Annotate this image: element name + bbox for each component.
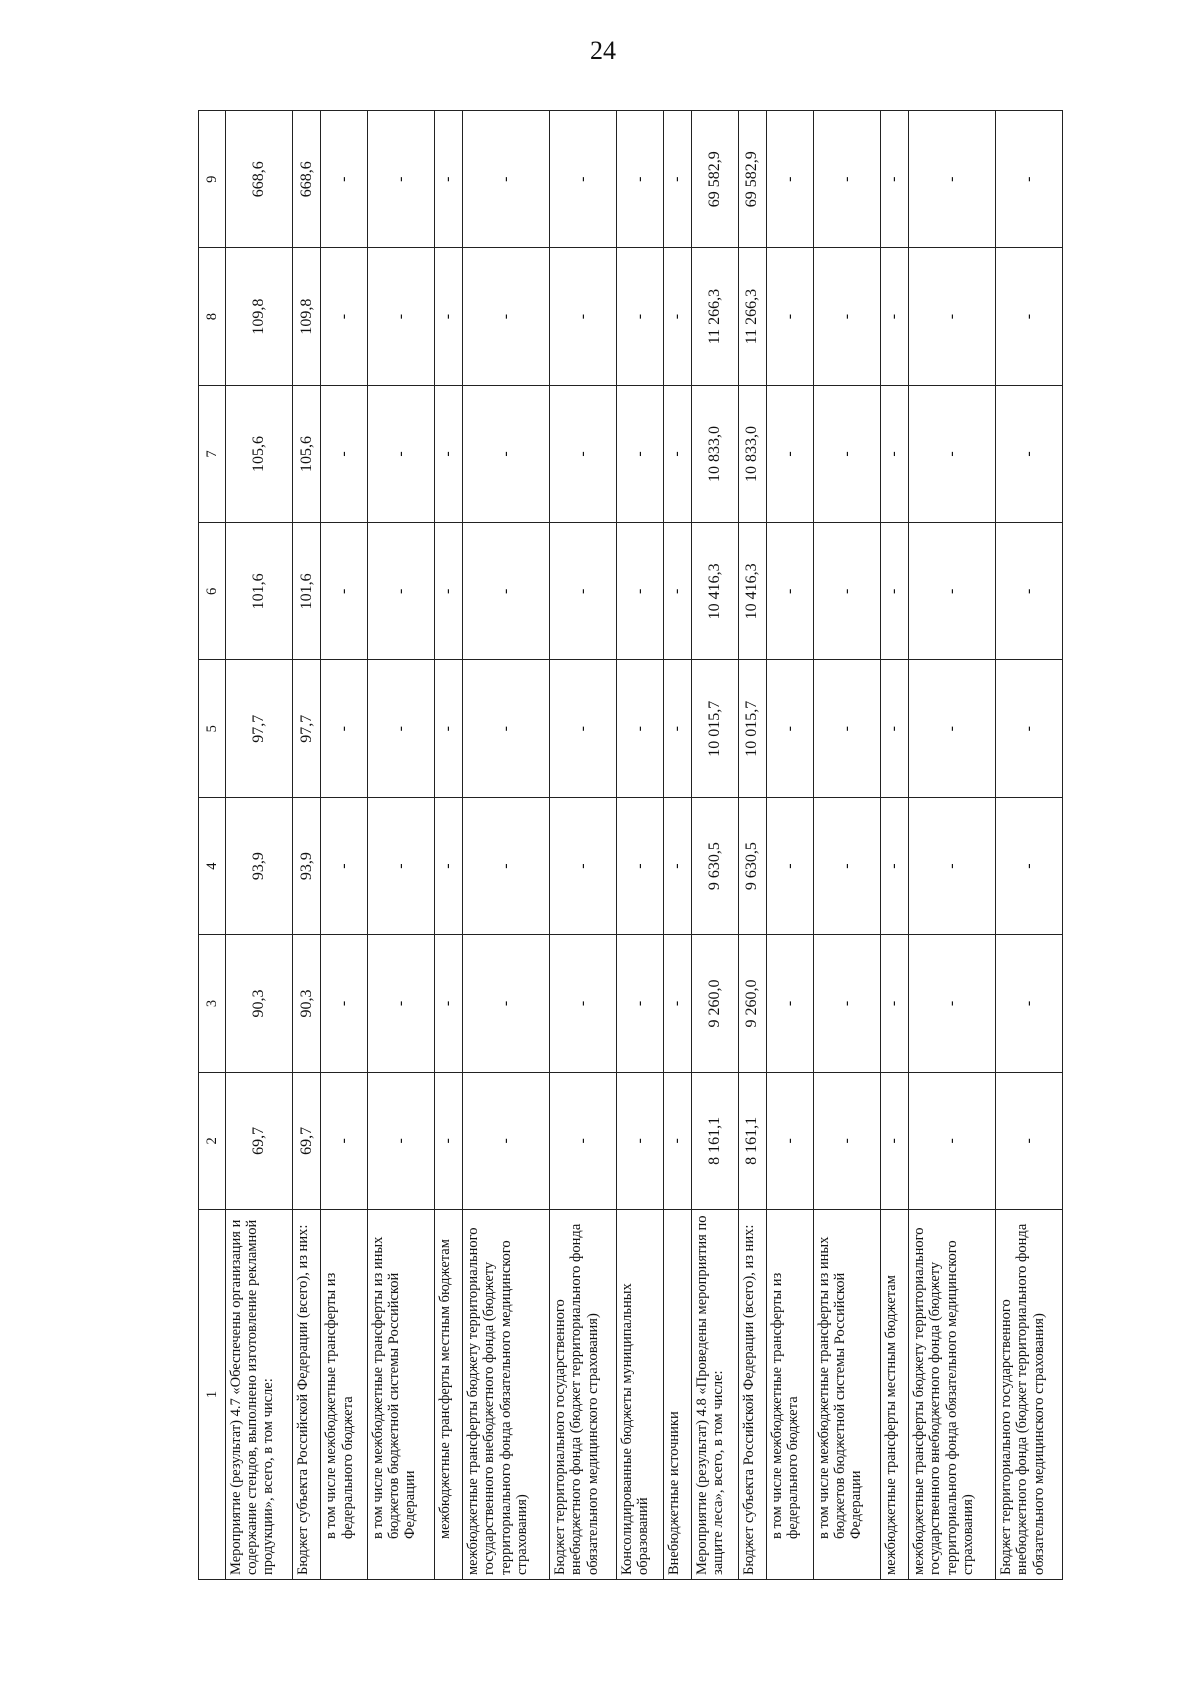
value-cell: 10 416,3 <box>738 523 766 660</box>
value-cell: - <box>996 935 1063 1072</box>
value-cell: - <box>767 111 814 248</box>
value-cell: 10 833,0 <box>692 385 739 522</box>
table-row <box>226 111 293 1580</box>
table-row <box>813 111 880 1580</box>
page-number: 24 <box>590 36 616 65</box>
value-cell: - <box>767 935 814 1072</box>
value-cell: - <box>321 1072 368 1209</box>
value-cell: - <box>616 660 663 797</box>
table-row <box>550 111 617 1580</box>
row-label: в том числе межбюджетные трансферты из иных бюджетов бюджетной системы Российской Федерации <box>367 1210 434 1580</box>
value-cell: - <box>880 385 908 522</box>
value-cell: - <box>909 797 996 934</box>
value-cell: - <box>767 660 814 797</box>
value-cell: - <box>880 1072 908 1209</box>
value-cell: - <box>813 935 880 1072</box>
value-cell: - <box>663 248 691 385</box>
value-cell: - <box>434 660 462 797</box>
table-row <box>996 111 1063 1580</box>
value-cell: - <box>880 523 908 660</box>
value-cell: - <box>367 797 434 934</box>
value-cell: 105,6 <box>226 385 293 522</box>
value-cell: - <box>463 797 550 934</box>
column-header: 7 <box>199 385 226 522</box>
value-cell: 90,3 <box>292 935 320 1072</box>
table-row <box>663 111 691 1580</box>
row-label: Мероприятие (результат) 4.7 «Обеспечены организация и содержание стендов, выполнено изготовление рекламной продукции», всего, в том числе: <box>226 1210 293 1580</box>
table-row <box>738 111 766 1580</box>
column-header: 4 <box>199 797 226 934</box>
value-cell: - <box>367 111 434 248</box>
value-cell: - <box>367 1072 434 1209</box>
table-row <box>767 111 814 1580</box>
value-cell: - <box>434 1072 462 1209</box>
value-cell: 9 630,5 <box>738 797 766 934</box>
value-cell: - <box>616 248 663 385</box>
row-label: Внебюджетные источники <box>663 1210 691 1580</box>
row-label: Консолидированные бюджеты муниципальных образований <box>616 1210 663 1580</box>
value-cell: - <box>663 523 691 660</box>
value-cell: - <box>321 111 368 248</box>
value-cell: - <box>321 797 368 934</box>
value-cell: - <box>996 797 1063 934</box>
value-cell: - <box>663 385 691 522</box>
table-row <box>434 111 462 1580</box>
value-cell: 11 266,3 <box>738 248 766 385</box>
value-cell: 9 630,5 <box>692 797 739 934</box>
value-cell: - <box>463 935 550 1072</box>
value-cell: - <box>616 797 663 934</box>
value-cell: 90,3 <box>226 935 293 1072</box>
value-cell: 11 266,3 <box>692 248 739 385</box>
value-cell: 69,7 <box>292 1072 320 1209</box>
table-row <box>292 111 320 1580</box>
value-cell: - <box>909 111 996 248</box>
row-label: в том числе межбюджетные трансферты из иных бюджетов бюджетной системы Российской Федерации <box>813 1210 880 1580</box>
rotated-table-container <box>198 110 1063 1580</box>
table-row <box>463 111 550 1580</box>
value-cell: - <box>880 935 908 1072</box>
value-cell: - <box>663 797 691 934</box>
value-cell: - <box>813 660 880 797</box>
value-cell: - <box>321 523 368 660</box>
value-cell: - <box>767 523 814 660</box>
value-cell: - <box>909 1072 996 1209</box>
column-header: 3 <box>199 935 226 1072</box>
value-cell: - <box>321 248 368 385</box>
value-cell: - <box>663 111 691 248</box>
value-cell: - <box>463 660 550 797</box>
value-cell: - <box>367 935 434 1072</box>
value-cell: - <box>463 523 550 660</box>
value-cell: 8 161,1 <box>738 1072 766 1209</box>
row-label: Мероприятие (результат) 4.8 «Проведены мероприятия по защите леса», всего, в том числе: <box>692 1210 739 1580</box>
value-cell: - <box>663 660 691 797</box>
value-cell: - <box>550 1072 617 1209</box>
value-cell: - <box>813 385 880 522</box>
value-cell: - <box>550 660 617 797</box>
value-cell: 9 260,0 <box>738 935 766 1072</box>
value-cell: - <box>996 248 1063 385</box>
value-cell: - <box>663 1072 691 1209</box>
value-cell: - <box>663 935 691 1072</box>
value-cell: 97,7 <box>292 660 320 797</box>
column-header: 6 <box>199 523 226 660</box>
value-cell: - <box>616 385 663 522</box>
value-cell: 109,8 <box>226 248 293 385</box>
column-header: 5 <box>199 660 226 797</box>
row-label: Бюджет территориального государственного внебюджетного фонда (бюджет территориального фонда обязательного медицинского страхования) <box>550 1210 617 1580</box>
value-cell: - <box>996 385 1063 522</box>
value-cell: - <box>434 797 462 934</box>
row-label: Бюджет территориального государственного внебюджетного фонда (бюджет территориального фонда обязательного медицинского страхования) <box>996 1210 1063 1580</box>
value-cell: - <box>550 523 617 660</box>
value-cell: - <box>550 111 617 248</box>
value-cell: - <box>367 248 434 385</box>
value-cell: - <box>909 935 996 1072</box>
value-cell: - <box>463 248 550 385</box>
value-cell: - <box>550 935 617 1072</box>
value-cell: 10 015,7 <box>692 660 739 797</box>
table-row <box>367 111 434 1580</box>
value-cell: - <box>813 797 880 934</box>
value-cell: - <box>880 248 908 385</box>
row-label: межбюджетные трансферты местным бюджетам <box>434 1210 462 1580</box>
value-cell: 668,6 <box>226 111 293 248</box>
value-cell: - <box>463 1072 550 1209</box>
value-cell: - <box>434 385 462 522</box>
value-cell: 105,6 <box>292 385 320 522</box>
value-cell: - <box>616 111 663 248</box>
value-cell: - <box>767 248 814 385</box>
value-cell: - <box>880 111 908 248</box>
table-body <box>226 111 1063 1580</box>
table-row <box>616 111 663 1580</box>
value-cell: - <box>434 111 462 248</box>
column-header: 8 <box>199 248 226 385</box>
value-cell: - <box>767 1072 814 1209</box>
value-cell: - <box>434 935 462 1072</box>
value-cell: - <box>321 935 368 1072</box>
value-cell: - <box>996 111 1063 248</box>
row-label: межбюджетные трансферты бюджету территориального государственного внебюджетного фонда (бюджету территориального фонда обязательного медицинского страхования) <box>463 1210 550 1580</box>
value-cell: - <box>909 523 996 660</box>
value-cell: - <box>550 248 617 385</box>
header-row <box>199 111 226 1580</box>
table-row <box>909 111 996 1580</box>
value-cell: 668,6 <box>292 111 320 248</box>
value-cell: - <box>550 797 617 934</box>
value-cell: 93,9 <box>226 797 293 934</box>
row-label: межбюджетные трансферты местным бюджетам <box>880 1210 908 1580</box>
row-label: в том числе межбюджетные трансферты из федерального бюджета <box>321 1210 368 1580</box>
value-cell: - <box>616 935 663 1072</box>
value-cell: - <box>434 523 462 660</box>
table-row <box>880 111 908 1580</box>
budget-table <box>198 110 1063 1580</box>
value-cell: 109,8 <box>292 248 320 385</box>
value-cell: 93,9 <box>292 797 320 934</box>
value-cell: - <box>909 660 996 797</box>
value-cell: - <box>767 797 814 934</box>
column-header: 1 <box>199 1210 226 1580</box>
table-row <box>692 111 739 1580</box>
value-cell: 97,7 <box>226 660 293 797</box>
value-cell: - <box>996 1072 1063 1209</box>
column-header: 9 <box>199 111 226 248</box>
value-cell: 69 582,9 <box>738 111 766 248</box>
value-cell: - <box>813 1072 880 1209</box>
value-cell: - <box>367 385 434 522</box>
value-cell: - <box>434 248 462 385</box>
column-header: 2 <box>199 1072 226 1209</box>
value-cell: - <box>909 248 996 385</box>
value-cell: 8 161,1 <box>692 1072 739 1209</box>
value-cell: 101,6 <box>226 523 293 660</box>
value-cell: - <box>550 385 617 522</box>
value-cell: - <box>463 385 550 522</box>
value-cell: - <box>616 523 663 660</box>
value-cell: - <box>996 660 1063 797</box>
value-cell: - <box>616 1072 663 1209</box>
value-cell: 9 260,0 <box>692 935 739 1072</box>
row-label: межбюджетные трансферты бюджету территориального государственного внебюджетного фонда (бюджету территориального фонда обязательного медицинского страхования) <box>909 1210 996 1580</box>
value-cell: - <box>321 660 368 797</box>
value-cell: - <box>463 111 550 248</box>
value-cell: - <box>767 385 814 522</box>
value-cell: 10 015,7 <box>738 660 766 797</box>
value-cell: - <box>367 660 434 797</box>
value-cell: - <box>996 523 1063 660</box>
value-cell: - <box>909 385 996 522</box>
value-cell: - <box>813 523 880 660</box>
row-label: Бюджет субъекта Российской Федерации (всего), из них: <box>738 1210 766 1580</box>
value-cell: 10 416,3 <box>692 523 739 660</box>
table-row <box>321 111 368 1580</box>
row-label: в том числе межбюджетные трансферты из федерального бюджета <box>767 1210 814 1580</box>
value-cell: 69,7 <box>226 1072 293 1209</box>
value-cell: - <box>321 385 368 522</box>
value-cell: - <box>880 797 908 934</box>
row-label: Бюджет субъекта Российской Федерации (всего), из них: <box>292 1210 320 1580</box>
value-cell: 101,6 <box>292 523 320 660</box>
value-cell: - <box>813 111 880 248</box>
value-cell: - <box>880 660 908 797</box>
value-cell: 10 833,0 <box>738 385 766 522</box>
value-cell: - <box>813 248 880 385</box>
value-cell: 69 582,9 <box>692 111 739 248</box>
value-cell: - <box>367 523 434 660</box>
